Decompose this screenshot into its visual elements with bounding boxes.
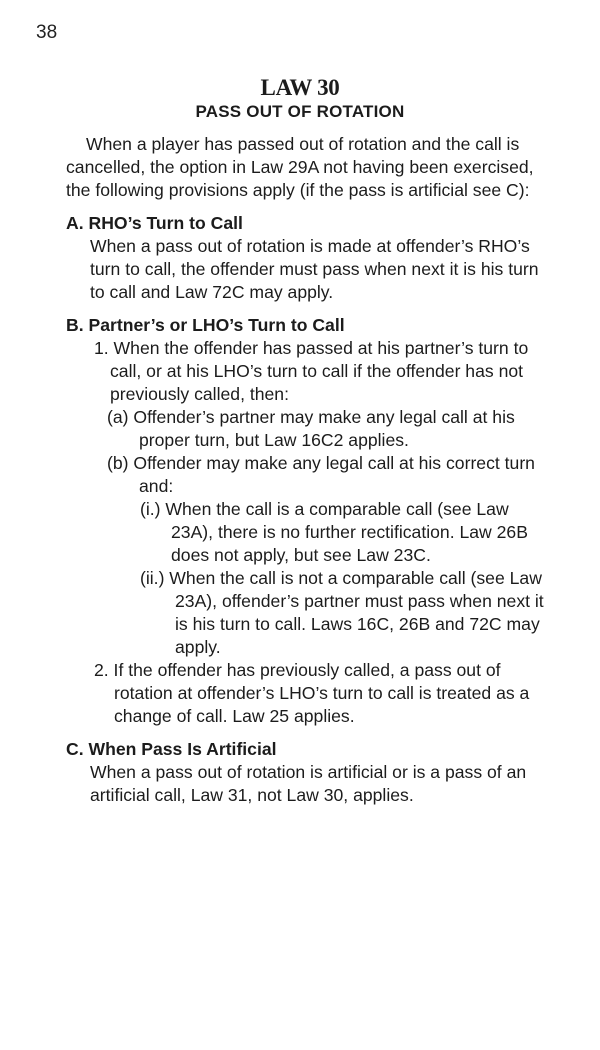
section-b-item-1b: (b) Offender may make any legal call at his correct turn and: (107, 453, 535, 496)
section-a-text: When a pass out of rotation is made at offender’s RHO’s turn to call, the offender must pass when next it is his turn to call and Law 72C may apply. (90, 236, 539, 302)
section-b-item-1b-ii: (ii.) When the call is not a comparable call (see Law 23A), offender’s partner must pass when next it is his turn to call. Laws 16C, 26B and 72C may apply. (140, 568, 544, 657)
intro-paragraph: When a player has passed out of rotation and the call is cancelled, the option in Law 29A not having been exercised, the following provisions apply (if the pass is artificial see C): (66, 134, 534, 200)
law-title: LAW 30 (260, 75, 340, 100)
section-c-text: When a pass out of rotation is artificial or is a pass of an artificial call, Law 31, not Law 30, applies. (90, 762, 527, 805)
section-b-item-1b-i: (i.) When the call is a comparable call (see Law 23A), there is no further rectification. Law 26B does not apply, but see Law 23C. (140, 499, 528, 565)
section-b-item-1: 1. When the offender has passed at his partner’s turn to call, or at his LHO’s turn to call if the offender has not previously called, then: (94, 338, 529, 404)
section-b-item-2: 2. If the offender has previously called, a pass out of rotation at offender’s LHO’s turn to call is treated as a change of call. Law 25 applies. (94, 660, 530, 726)
law-body (66, 133, 546, 807)
section-c-heading: C. When Pass Is Artificial (66, 739, 277, 759)
page-number: 38 (36, 22, 58, 43)
section-b-item-1a: (a) Offender’s partner may make any legal call at his proper turn, but Law 16C2 applies. (107, 407, 515, 450)
law-header (0, 74, 600, 122)
section-a-heading: A. RHO’s Turn to Call (66, 213, 243, 233)
law-subtitle: PASS OUT OF ROTATION (195, 102, 405, 121)
section-b-heading: B. Partner’s or LHO’s Turn to Call (66, 315, 345, 335)
